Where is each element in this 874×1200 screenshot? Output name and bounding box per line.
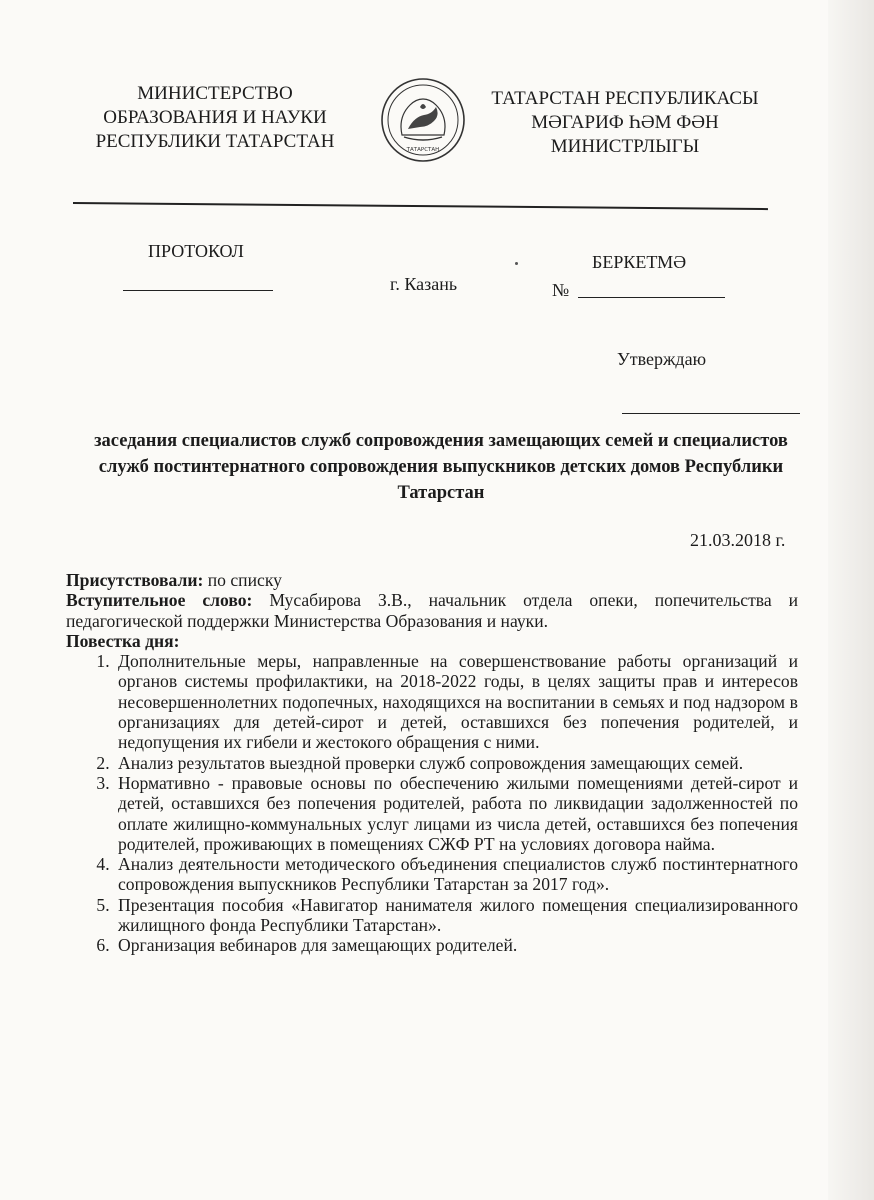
agenda-item: 4. Анализ деятельности методического объединения специалистов служб постинтернатного сопровождения выпускников Республики Татарстан за 2017 год».	[114, 854, 798, 895]
berketme-label: БЕРКЕТМӘ	[592, 252, 687, 272]
agenda-item: 3. Нормативно - правовые основы по обеспечению жилыми помещениями детей-сирот и детей, оставшихся без попечения родителей, работа по ликвидации задолженностей по оплате жилищно-коммунальных услуг лицами из числа детей, оставшихся без попечения родителей, проживающих в помещениях СЖФ РТ на условиях договора найма.	[114, 773, 798, 854]
approve-label: Утверждаю	[617, 349, 707, 369]
intro-line	[66, 590, 798, 631]
number-blank-line	[578, 297, 725, 298]
ministry-name-tatar	[480, 87, 770, 159]
ministry-line: РЕСПУБЛИКИ ТАТАРСТАН	[95, 131, 335, 152]
ministry-line: ОБРАЗОВАНИЯ И НАУКИ	[103, 107, 327, 128]
city-label: г. Казань	[390, 274, 458, 294]
agenda-label: Повестка дня:	[66, 630, 180, 651]
intro-value: Мусабирова З.В., начальник отдела опеки, попечительства и педагогической поддержки Министерства Образования и науки.	[66, 590, 798, 631]
ministry-name-russian	[70, 82, 360, 154]
ministry-line: МИНИСТРЛЫГЫ	[550, 136, 700, 157]
tatarstan-emblem-icon	[380, 77, 466, 163]
document-body	[66, 570, 798, 956]
document-date: 21.03.2018 г.	[690, 530, 786, 550]
intro-label: Вступительное слово:	[66, 590, 253, 611]
agenda-item: 1. Дополнительные меры, направленные на совершенствование работы организаций и органов системы профилактики, на 2018-2022 годы, в целях защиты прав и интересов несовершеннолетних подопечных, находящихся на воспитании в семьях и под надзором в организациях для детей-сирот и детей, оставшихся без попечения родителей, и недопущения их гибели и жестокого обращения с ними.	[114, 651, 798, 752]
emblem-text: ТАТАРСТАН	[406, 147, 440, 153]
scan-edge-shadow	[828, 0, 874, 1200]
scan-speck	[515, 262, 518, 265]
attended-line	[66, 570, 798, 590]
approve-signature-line	[622, 413, 800, 414]
number-sign: №	[552, 280, 570, 300]
document-title: заседания специалистов служб сопровождения замещающих семей и специалистов служб постинтернатного сопровождения выпускников детских домов Республики Татарстан	[94, 431, 788, 503]
attended-value: по списку	[203, 570, 282, 590]
ministry-line: МӘГАРИФ ҺӘМ ФӘН	[531, 112, 719, 133]
ministry-line: ТАТАРСТАН РЕСПУБЛИКАСЫ	[491, 88, 759, 109]
header-divider	[73, 202, 768, 210]
attended-label: Присутствовали:	[66, 570, 204, 590]
agenda-item: 6. Организация вебинаров для замещающих родителей.	[114, 935, 798, 955]
agenda-item: 5. Презентация пособия «Навигатор нанимателя жилого помещения специализированного жилищного фонда Республики Татарстан».	[114, 895, 798, 936]
protocol-blank-line	[123, 290, 273, 291]
agenda-item: 2. Анализ результатов выездной проверки служб сопровождения замещающих семей.	[114, 753, 798, 773]
protocol-label: ПРОТОКОЛ	[148, 241, 244, 261]
agenda-heading	[66, 631, 798, 651]
ministry-line: МИНИСТЕРСТВО	[137, 83, 293, 104]
agenda-list	[66, 651, 798, 955]
